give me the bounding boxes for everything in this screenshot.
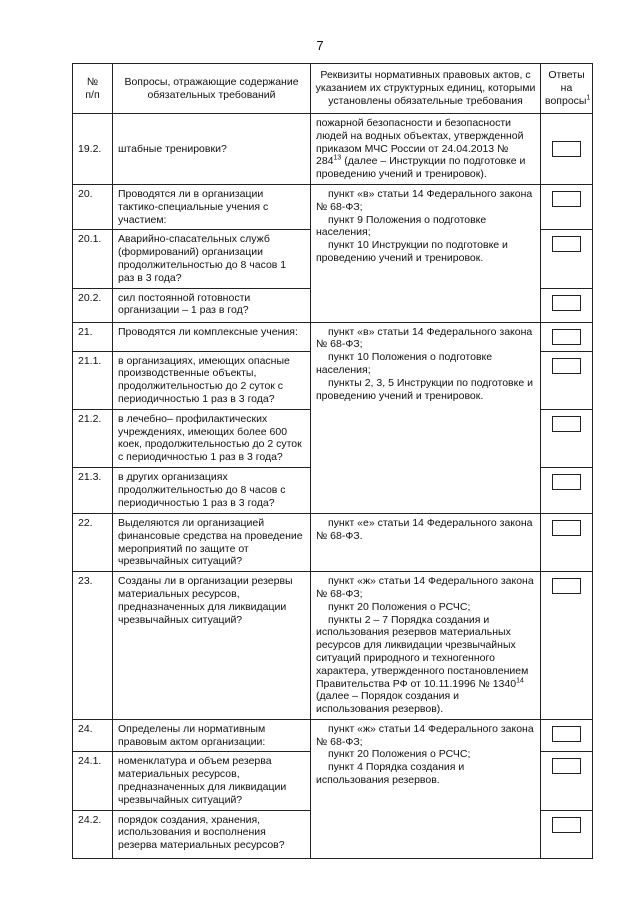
row-reference: [311, 114, 541, 185]
table-row: [73, 322, 593, 351]
reference-line: пункт 10 Инструкции по подготовке и проведению учений и тренировок.: [316, 239, 508, 264]
row-number: 24.: [73, 719, 113, 752]
header-questions: Вопросы, отражающие содержание обязательных требований: [113, 64, 311, 114]
reference-line: пункты 2, 3, 5 Инструкции по подготовке и проведению учений и тренировок.: [316, 376, 533, 402]
answer-box[interactable]: [552, 758, 581, 774]
answer-box[interactable]: [552, 817, 581, 833]
answer-cell: [541, 351, 593, 409]
row-number: 19.2.: [73, 114, 113, 185]
answer-box[interactable]: [552, 191, 581, 207]
reference-footnote: 14: [516, 677, 524, 684]
answer-box[interactable]: [552, 416, 581, 432]
answer-cell: [541, 752, 593, 810]
row-question: Определены ли нормативным правовым актом организации:: [113, 719, 311, 752]
answer-box[interactable]: [552, 578, 581, 594]
reference-tail: (далее – Инструкции по подготовке и проведению учений и тренировок).: [316, 155, 526, 181]
row-number: 20.: [73, 184, 113, 229]
reference-tail: (далее – Порядок создания и использования резервов).: [316, 690, 459, 716]
row-question: сил постоянной готовности организации – 1 раз в год?: [113, 288, 311, 322]
row-question: Выделяются ли организацией финансовые средства на проведение мероприятий по защите от чрезвычайных ситуаций?: [113, 513, 311, 571]
row-question: Проводятся ли комплексные учения:: [113, 322, 311, 351]
row-reference: [311, 184, 541, 322]
row-question: Созданы ли в организации резервы материальных ресурсов, предназначенных для ликвидации чрезвычайных ситуаций?: [113, 572, 311, 720]
answer-cell: [541, 467, 593, 513]
reference-line: пункт 10 Положения о подготовке населения;: [316, 351, 493, 376]
answer-cell: [541, 322, 593, 351]
answer-cell: [541, 810, 593, 858]
answer-cell: [541, 572, 593, 720]
reference-line: пункт 20 Положения о РСЧС;: [328, 600, 471, 613]
row-question: порядок создания, хранения, использования и восполнения резерва материальных ресурсов?: [113, 810, 311, 858]
table-row: [73, 513, 593, 571]
reference-text: пункты 2 – 7 Порядка создания и использования резервов материальных ресурсов для ликвидации чрезвычайных ситуаций природного и техногенного характера, утвержденного постановлением Правительства РФ от 10.11.1996 № 1340: [316, 613, 529, 690]
answer-cell: [541, 409, 593, 467]
row-question: в организациях, имеющих опасные производственные объекты, продолжительностью до 2 суток с периодичностью 1 раз в 3 года?: [113, 351, 311, 409]
reference-line: пункт «в» статьи 14 Федерального закона № 68-ФЗ;: [316, 325, 533, 351]
row-reference: [311, 572, 541, 720]
answer-box[interactable]: [552, 726, 581, 742]
row-number: 21.3.: [73, 467, 113, 513]
answer-cell: [541, 288, 593, 322]
reference-footnote: 13: [333, 154, 342, 162]
answer-cell: [541, 513, 593, 571]
table-header-row: [73, 64, 593, 114]
row-number: 24.2.: [73, 810, 113, 858]
row-question: Аварийно-спасательных служб (формирований) организации продолжительностью до 8 часов 1 раз в 3 года?: [113, 230, 311, 288]
answer-box[interactable]: [552, 141, 581, 157]
row-number: 24.1.: [73, 752, 113, 810]
row-question: в лечебно– профилактических учреждениях, имеющих более 600 коек, продолжительностью до 2 суток с периодичностью 1 раз в 3 года?: [113, 409, 311, 467]
row-question: номенклатура и объем резерва материальных ресурсов, предназначенных для ликвидации чрезвычайных ситуаций?: [113, 752, 311, 810]
header-num: № п/п: [73, 64, 113, 114]
reference-line: пункт «в» статьи 14 Федерального закона № 68-ФЗ;: [316, 187, 533, 213]
reference-text: пожарной безопасности и безопасности людей на водных объектах, утвержденной приказом МЧС России от 24.04.2013 № 284: [316, 117, 524, 168]
answer-cell: [541, 114, 593, 185]
row-reference: [311, 322, 541, 513]
row-number: 23.: [73, 572, 113, 720]
answer-cell: [541, 230, 593, 288]
reference-line: пункт «е» статьи 14 Федерального закона № 68-ФЗ.: [316, 516, 533, 542]
reference-line: [316, 614, 535, 716]
table-row: [73, 114, 593, 185]
answer-box[interactable]: [552, 236, 581, 252]
answer-cell: [541, 184, 593, 229]
table-row: [73, 572, 593, 720]
row-number: 21.: [73, 322, 113, 351]
answer-cell: [541, 719, 593, 752]
table-row: [73, 719, 593, 752]
row-reference: [311, 719, 541, 858]
page-number: 7: [316, 38, 324, 53]
table-row: [73, 184, 593, 229]
reference-line: пункт 20 Положения о РСЧС;: [328, 748, 471, 761]
header-answers-text: Ответы на вопросы: [545, 69, 587, 107]
row-number: 20.2.: [73, 288, 113, 322]
reference-line: пункт «ж» статьи 14 Федерального закона № 68-ФЗ;: [316, 722, 534, 748]
row-question: в других организациях продолжительностью до 8 часов с периодичностью 1 раз в 3 года?: [113, 467, 311, 513]
row-reference: [311, 513, 541, 571]
row-question: штабные тренировки?: [113, 114, 311, 185]
row-question: Проводятся ли в организации тактико-специальные учения с участием:: [113, 184, 311, 229]
header-requisites: Реквизиты нормативных правовых актов, с указанием их структурных единиц, которыми установлены обязательные требования: [311, 64, 541, 114]
answer-box[interactable]: [552, 295, 581, 311]
answer-box[interactable]: [552, 358, 581, 374]
answer-box[interactable]: [552, 474, 581, 490]
row-number: 20.1.: [73, 230, 113, 288]
header-answers-footnote: 1: [586, 94, 591, 102]
reference-line: пункт «ж» статьи 14 Федерального закона № 68-ФЗ;: [316, 575, 534, 600]
row-number: 22.: [73, 513, 113, 571]
row-number: 21.2.: [73, 409, 113, 467]
requirements-table: [72, 63, 593, 859]
header-answers: [541, 64, 593, 114]
reference-line: пункт 4 Порядка создания и использования резервов.: [316, 761, 465, 787]
answer-box[interactable]: [552, 520, 581, 536]
row-number: 21.1.: [73, 351, 113, 409]
answer-box[interactable]: [552, 329, 581, 345]
reference-line: пункт 9 Положения о подготовке населения;: [316, 213, 487, 239]
